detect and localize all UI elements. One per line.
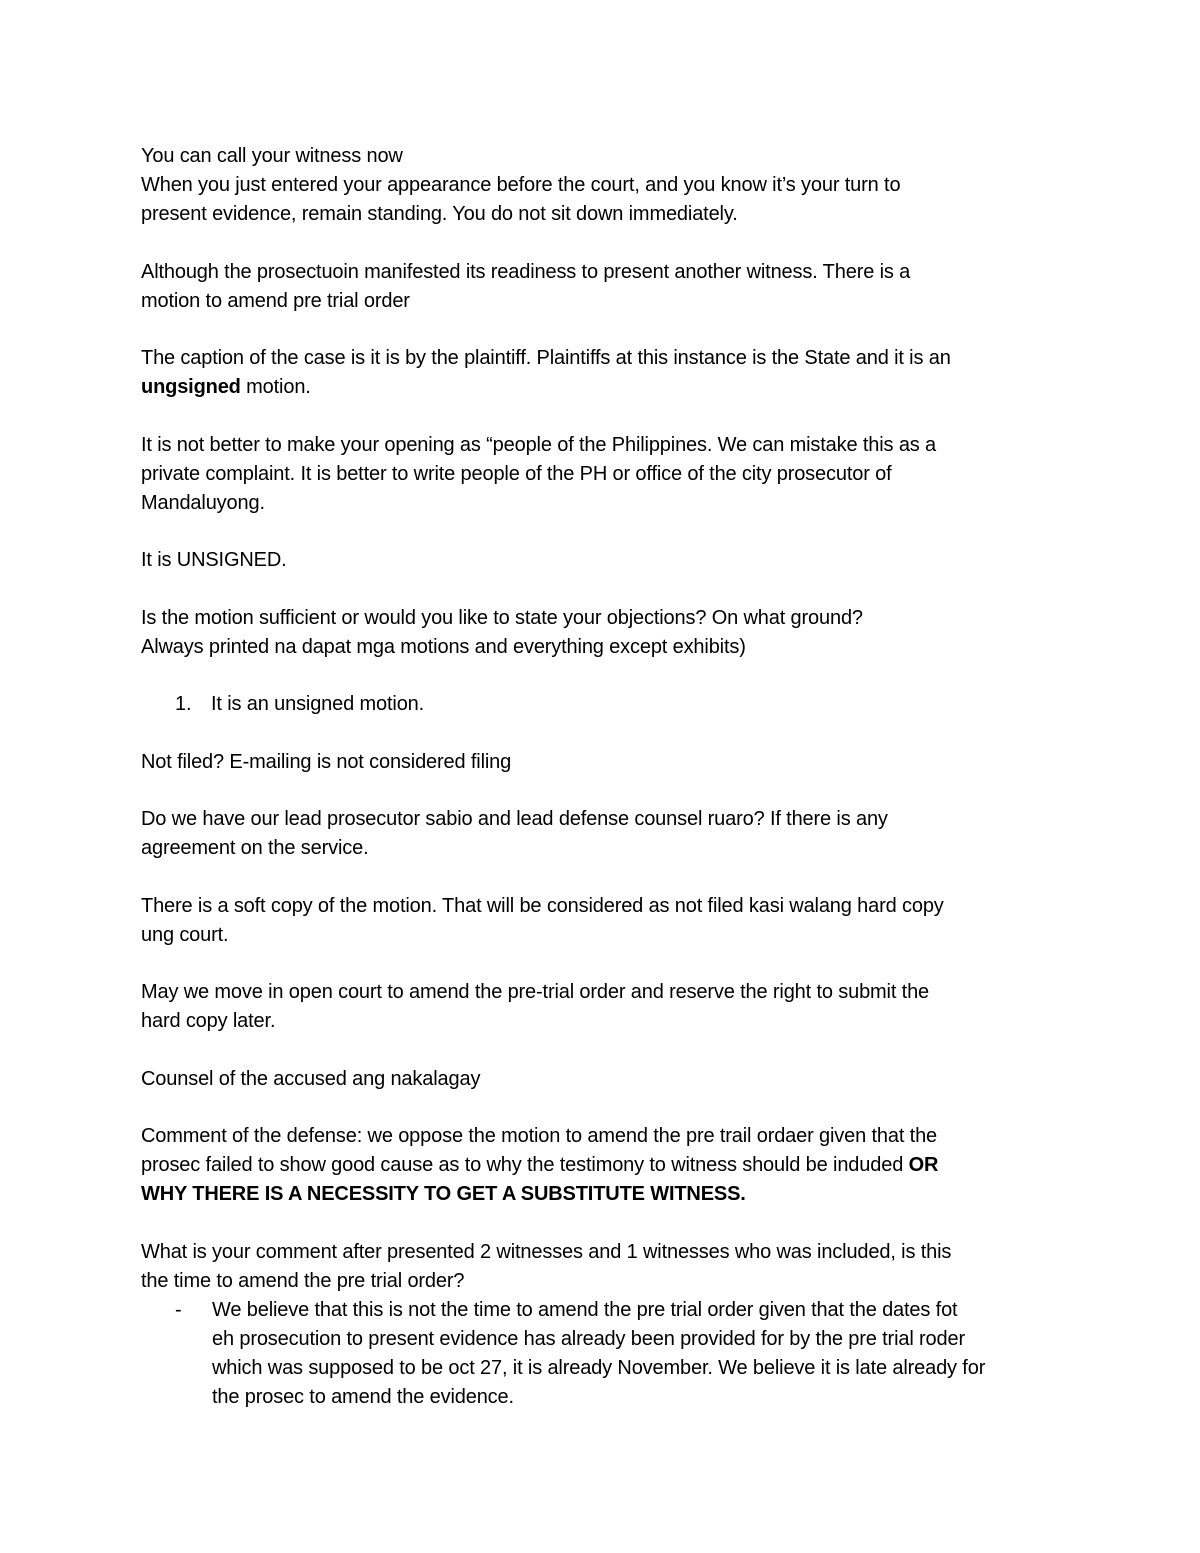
bold-text-line: WHY THERE IS A NECESSITY TO GET A SUBSTITUTE WITNESS.: [141, 1183, 746, 1205]
paragraph-counsel-accused: [141, 1065, 1060, 1094]
paragraph-open-court: [141, 978, 1060, 1036]
text-line: Mandaluyong.: [141, 491, 265, 514]
paragraph-caption: [141, 344, 1060, 402]
text-line: the prosec to amend the evidence.: [212, 1385, 514, 1408]
text-run: prosec failed to show good cause as to why the testimony to witness should be induded: [141, 1154, 909, 1176]
text-line: Do we have our lead prosecutor sabio and lead defense counsel ruaro? If there is any: [141, 808, 888, 830]
numbered-list-item: [141, 690, 1060, 719]
bold-text: OR: [908, 1154, 939, 1176]
text-line: We believe that this is not the time to amend the pre trial order given that the dates fot: [212, 1298, 958, 1321]
paragraph-lead-counsel: [141, 805, 1060, 863]
text-line: You can call your witness now: [141, 145, 403, 167]
text-run: motion.: [240, 376, 311, 398]
text-line: When you just entered your appearance before the court, and you know it’s your turn to: [141, 174, 901, 196]
paragraph-prosecution-readiness: [141, 258, 1060, 316]
text-line: The caption of the case is it is by the plaintiff. Plaintiffs at this instance is the State and it is an: [141, 347, 951, 369]
paragraph-defense-comment: [141, 1122, 1060, 1209]
text-line: [141, 373, 1060, 402]
text-line: present evidence, remain standing. You do not sit down immediately.: [141, 203, 738, 225]
text-line: It is not better to make your opening as “people of the Philippines. We can mistake this as a: [141, 433, 937, 456]
text-line: private complaint. It is better to write people of the PH or office of the city prosecutor of: [141, 462, 892, 485]
text-line: agreement on the service.: [141, 837, 369, 859]
paragraph-sufficiency: [141, 604, 1060, 662]
paragraph-soft-copy: [141, 892, 1060, 950]
paragraph-call-witness: [141, 142, 1060, 229]
text-line: [141, 1151, 1060, 1180]
list-number: 1.: [175, 693, 192, 715]
text-line: ung court.: [141, 923, 229, 946]
bold-text: ungsigned: [141, 376, 241, 398]
text-line: May we move in open court to amend the pre-trial order and reserve the right to submit the: [141, 981, 930, 1003]
text-line: Although the prosectuoin manifested its readiness to present another witness. There is a: [141, 260, 911, 283]
text-line: motion to amend pre trial order: [141, 289, 410, 312]
text-line: the time to amend the pre trial order?: [141, 1269, 465, 1292]
text-line: Always printed na dapat mga motions and everything except exhibits): [141, 635, 746, 658]
text-line: eh prosecution to present evidence has already been provided for by the pre trial roder: [212, 1327, 965, 1350]
text-line: Comment of the defense: we oppose the motion to amend the pre trail ordaer given that the: [141, 1125, 938, 1147]
text-line: What is your comment after presented 2 witnesses and 1 witnesses who was included, is this: [141, 1240, 952, 1263]
bullet-dash-icon: -: [175, 1298, 182, 1321]
paragraph-not-filed: [141, 748, 1060, 777]
text-line: Counsel of the accused ang nakalagay: [141, 1067, 481, 1090]
paragraph-unsigned: [141, 546, 1060, 575]
paragraph-opening: [141, 431, 1060, 518]
text-line: Is the motion sufficient or would you like to state your objections? On what ground?: [141, 606, 863, 629]
paragraph-question: [141, 1238, 1060, 1296]
text-line: There is a soft copy of the motion. That will be considered as not filed kasi walang hard copy: [141, 894, 944, 917]
text-line: which was supposed to be oct 27, it is already November. We believe it is late already for: [212, 1356, 986, 1379]
list-item-text: It is an unsigned motion.: [211, 693, 425, 715]
text-line: It is UNSIGNED.: [141, 549, 287, 571]
bullet-text: [141, 1296, 1060, 1412]
bullet-list-item: [141, 1296, 1060, 1412]
text-line: Not filed? E-mailing is not considered filing: [141, 750, 512, 773]
text-line: hard copy later.: [141, 1010, 276, 1032]
